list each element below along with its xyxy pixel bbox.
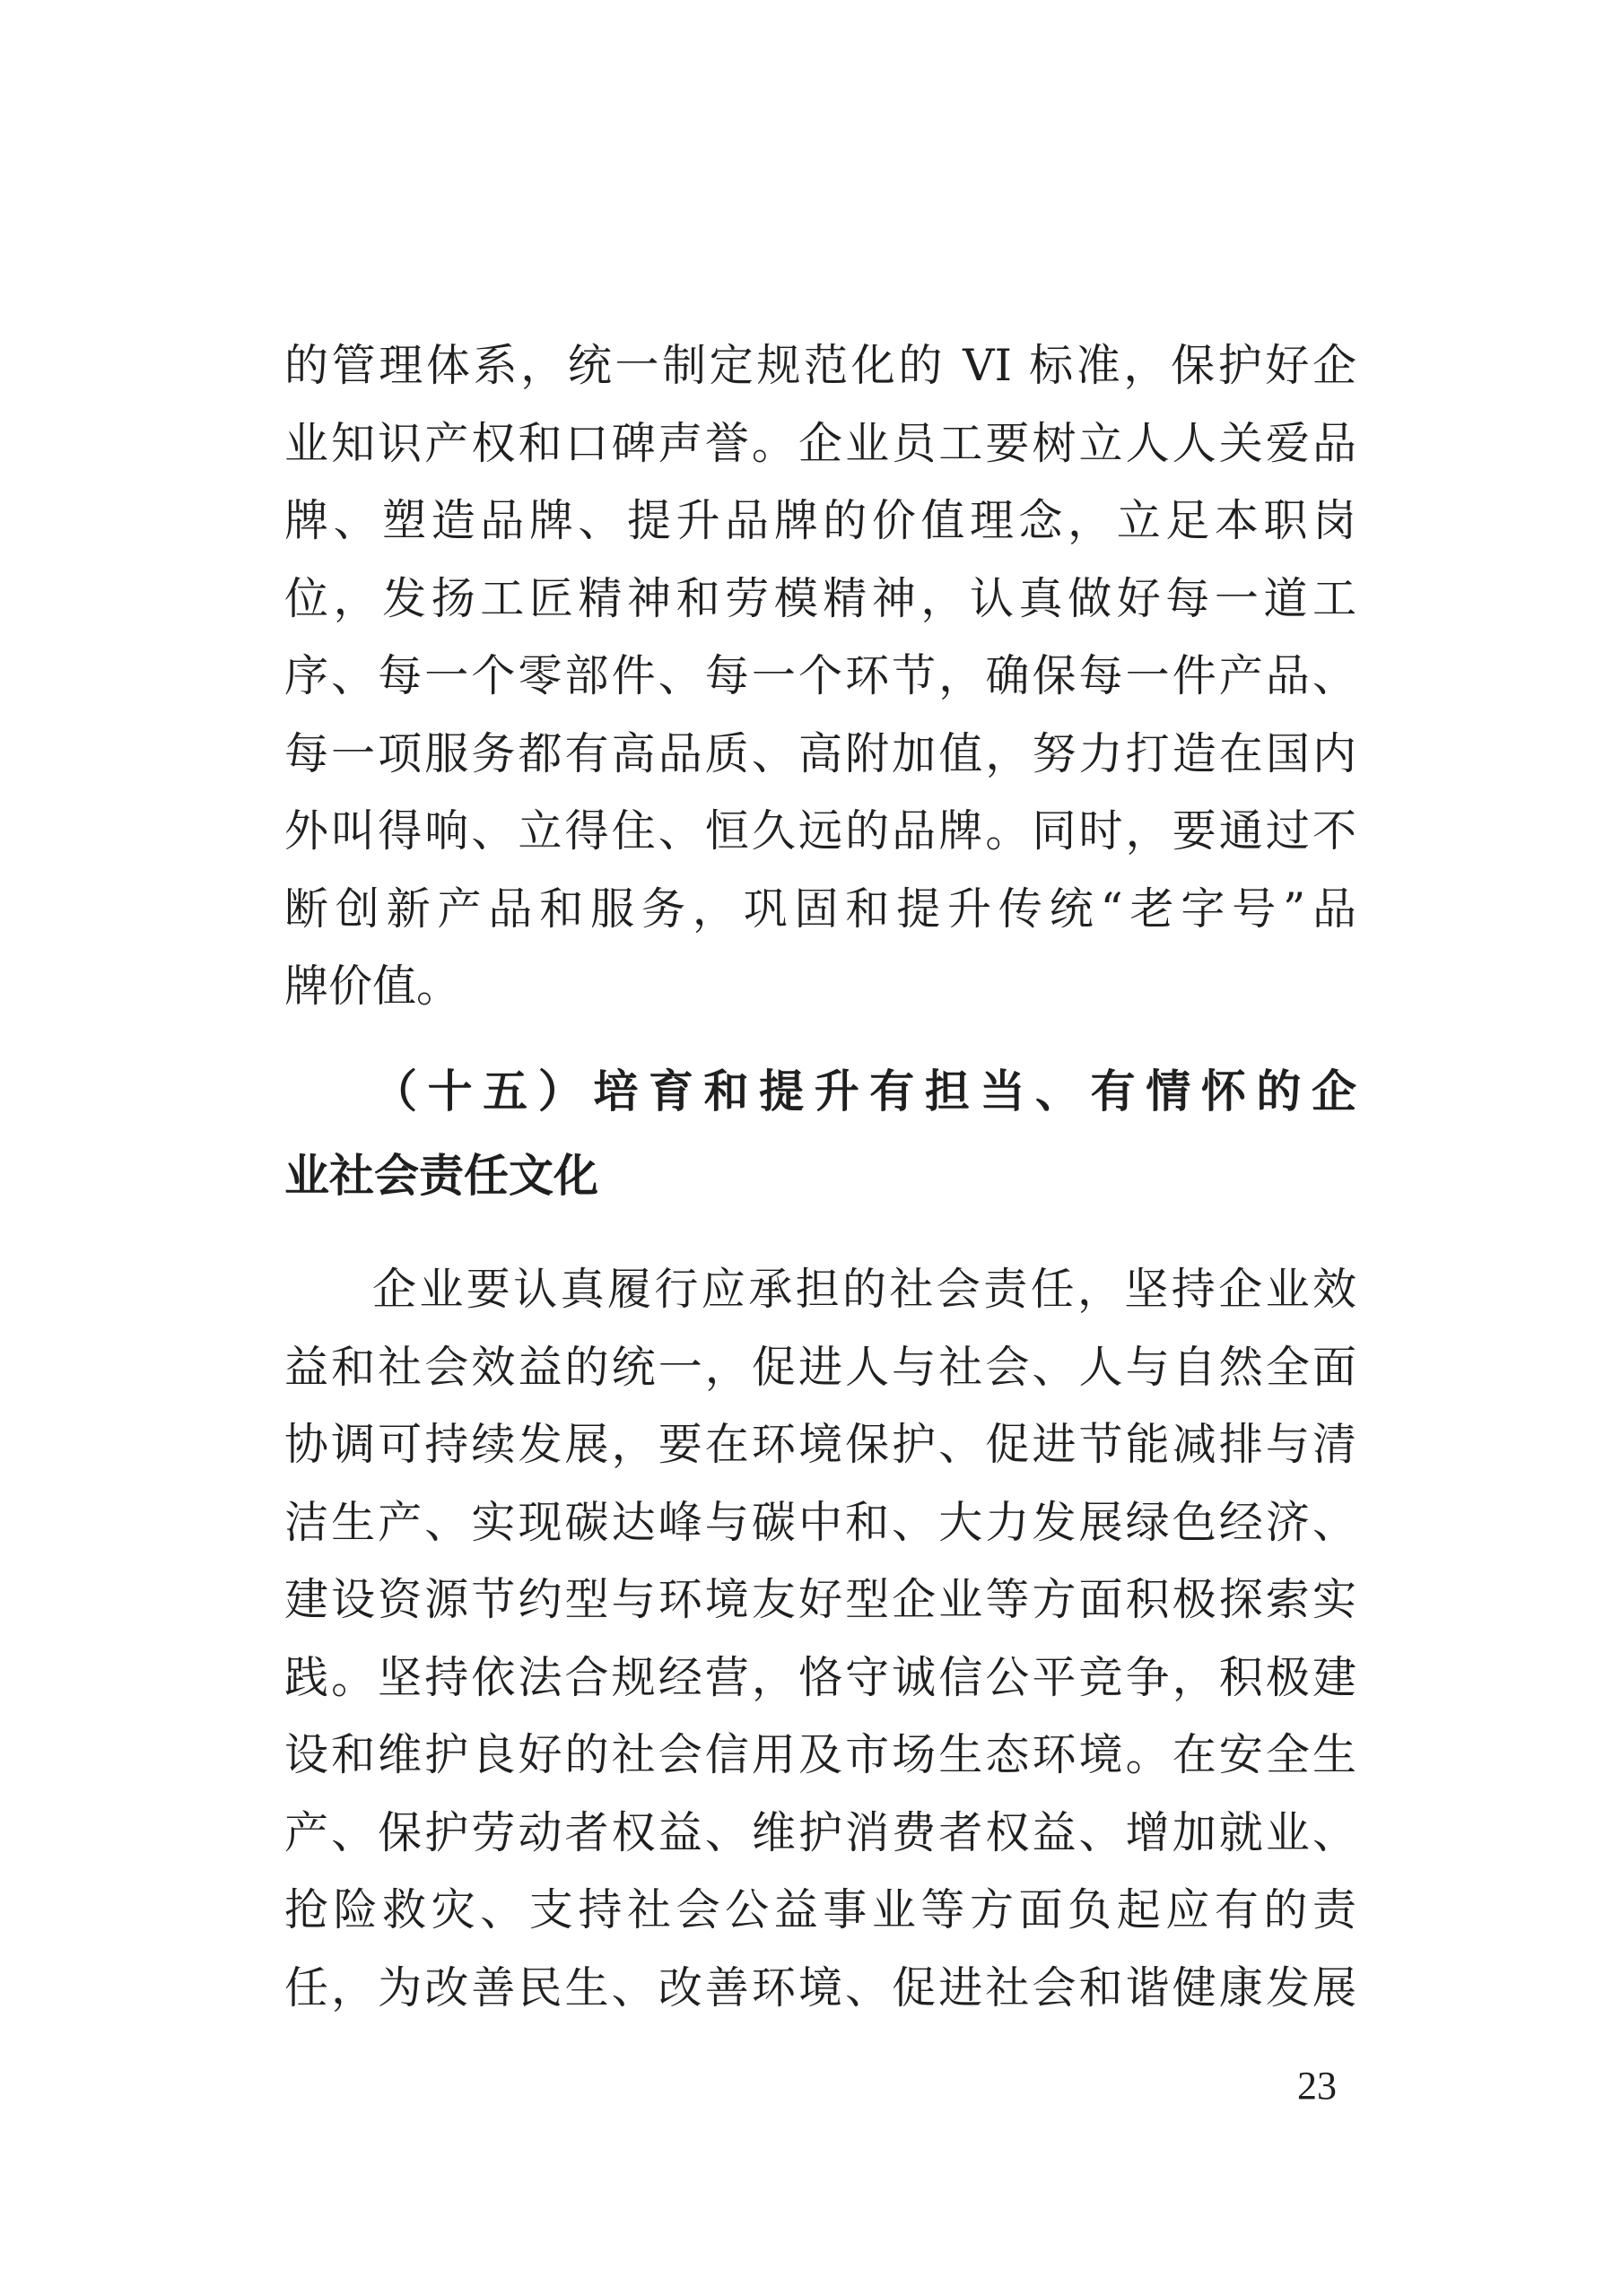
text-line: 设和维护良好的社会信用及市场生态环境。在安全生 (284, 1729, 1356, 1780)
page-number: 23 (1297, 2064, 1337, 2108)
text-line: 协调可持续发展，要在环境保护、促进节能减排与清 (284, 1419, 1356, 1470)
text-line: 位，发扬工匠精神和劳模精神，认真做好每一道工 (284, 572, 1356, 624)
text-line: 企业要认真履行应承担的社会责任，坚持企业效 (372, 1264, 1356, 1315)
text-line: 益和社会效益的统一，促进人与社会、人与自然全面 (284, 1341, 1356, 1393)
text-line: 牌、塑造品牌、提升品牌的价值理念，立足本职岗 (284, 495, 1356, 546)
text-line: 序、每一个零部件、每一个环节，确保每一件产品、 (284, 650, 1356, 701)
text-line: 洁生产、实现碳达峰与碳中和、大力发展绿色经济、 (284, 1496, 1356, 1548)
text-line: 外叫得响、立得住、恒久远的品牌。同时，要通过不 (284, 805, 1356, 857)
heading-line: （十五）培育和提升有担当、有情怀的企 (372, 1065, 1356, 1118)
text-line: 业知识产权和口碑声誉。企业员工要树立人人关爱品 (284, 417, 1356, 469)
text-line: 断创新产品和服务，巩固和提升传统“老字号”品 (284, 883, 1356, 935)
heading-line: 业社会责任文化 (284, 1150, 598, 1202)
text-line: 每一项服务都有高品质、高附加值，努力打造在国内 (284, 727, 1356, 779)
text-line: 牌价值。 (284, 961, 461, 1012)
text-line: 践。坚持依法合规经营，恪守诚信公平竞争，积极建 (284, 1651, 1356, 1703)
text-line: 产、保护劳动者权益、维护消费者权益、增加就业、 (284, 1806, 1356, 1858)
section-heading (284, 1049, 1356, 1218)
text-line: 的管理体系，统一制定规范化的 VI 标准，保护好企 (284, 340, 1356, 391)
paragraph-social-responsibility (284, 1251, 1356, 2027)
text-line: 建设资源节约型与环境友好型企业等方面积极探索实 (284, 1574, 1356, 1625)
text-line: 抢险救灾、支持社会公益事业等方面负起应有的责 (284, 1884, 1356, 1935)
text-line: 任，为改善民生、改善环境、促进社会和谐健康发展 (284, 1961, 1356, 2013)
paragraph-brand-management (284, 327, 1356, 1026)
